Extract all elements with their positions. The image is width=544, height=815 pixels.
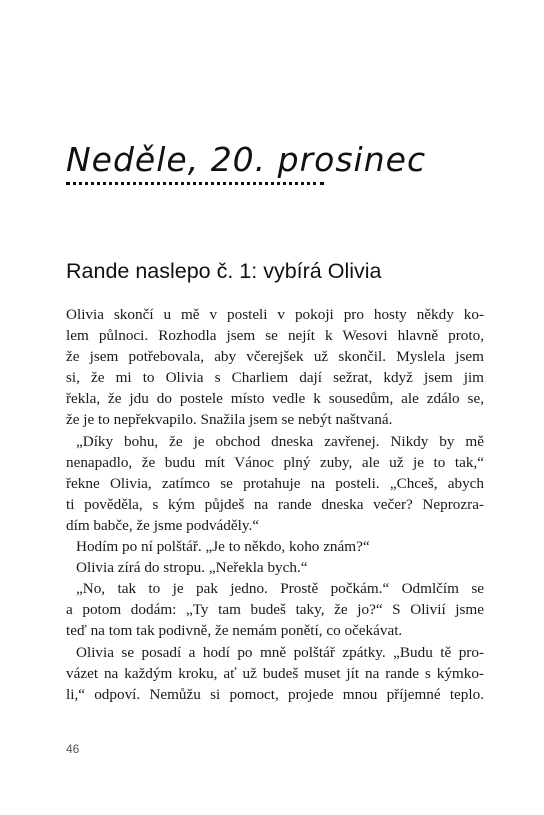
text-line: „Díky bohu, že je obchod dneska zavřenej. Nikdy by mě: [76, 432, 484, 450]
text-line: li,“ odpoví. Nemůžu si pomoct, projede mnou příjemné teplo.: [66, 685, 484, 703]
text-line: vázet na každým kroku, ať už budeš muset jít na rande s kýmko-: [66, 664, 484, 682]
text-line: si, že mi to Olivia s Charliem dají sežrat, když jsem jim: [66, 369, 484, 387]
body-text: [66, 304, 484, 705]
text-line: že je to nepřekvapilo. Snažila jsem se nebýt naštvaná.: [66, 411, 393, 429]
text-line: dím babče, že jsme podváděly.“: [66, 516, 260, 534]
text-line: Olivia se posadí a hodí po mně polštář zpátky. „Budu tě pro-: [76, 643, 484, 661]
title-dotted-underline: [66, 182, 324, 185]
text-line: ti pověděla, s kým půjdeš na rande dneska večer? Neprozra-: [66, 495, 484, 513]
text-line: Olivia zírá do stropu. „Neřekla bych.“: [76, 559, 308, 577]
text-line: že jsem potřebovala, aby včerejšek už skončil. Myslela jsem: [66, 348, 484, 366]
text-line: řekla, že jdu do postele místo vedle k sousedům, ale zdálo se,: [66, 390, 484, 408]
page-number: 46: [66, 742, 80, 756]
text-line: řekne Olivia, zatímco se protahuje na posteli. „Chceš, abych: [66, 474, 484, 492]
section-heading: Rande naslepo č. 1: vybírá Olivia: [66, 259, 382, 283]
text-line: teď na tom tak podivně, že nemám ponětí, co očekávat.: [66, 622, 403, 640]
text-line: Olivia skončí u mě v posteli v pokoji pro hosty někdy ko-: [66, 306, 484, 323]
text-line: lem půlnoci. Rozhodla jsem se nejít k Wesovi hlavně proto,: [66, 327, 484, 345]
text-line: nenapadlo, že budu mít Vánoc plný zuby, ale už je to tak,“: [66, 453, 484, 471]
chapter-title: Neděle, 20. prosinec: [66, 140, 427, 179]
text-line: Hodím po ní polštář. „Je to někdo, koho znám?“: [76, 538, 370, 556]
text-line: a potom dodám: „Ty tam budeš taky, že jo?“ S Olivií jsme: [66, 601, 484, 619]
text-line: „No, tak to je pak jedno. Prostě počkám.“ Odmlčím se: [76, 580, 484, 598]
